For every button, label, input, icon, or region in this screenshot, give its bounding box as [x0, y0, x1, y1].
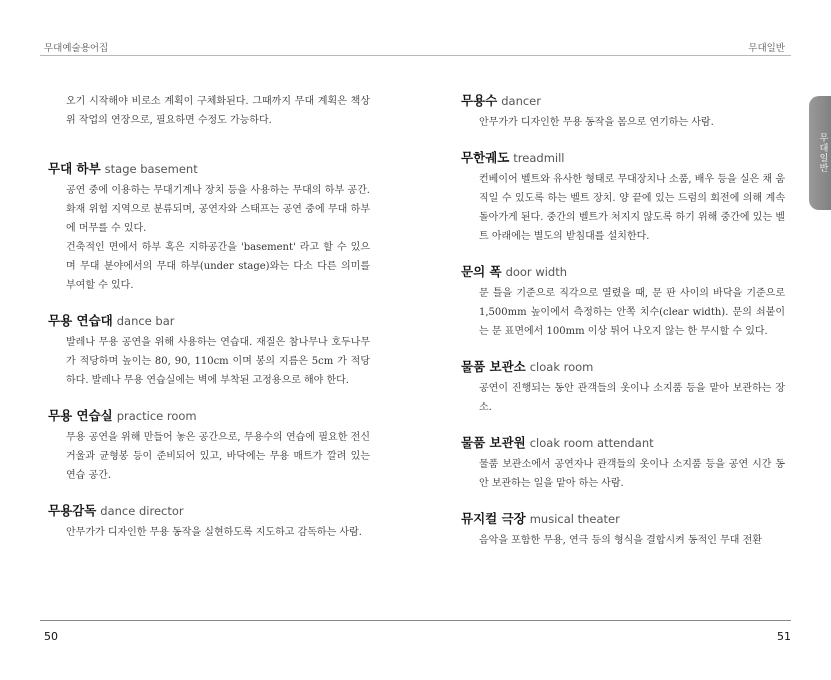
- glossary-entry: [48, 312, 370, 390]
- term-korean: 물품 보관소: [461, 359, 526, 374]
- entry-term: [48, 160, 370, 178]
- glossary-entry: [461, 358, 785, 417]
- entry-definition: 건축적인 면에서 하부 혹은 지하공간을 'basement' 라고 할 수 있으며 무대 분야에서의 무대 하부(under stage)와는 다소 다른 의미를 부여할 수 있다.: [66, 242, 370, 291]
- entry-definition: 안무가가 디자인한 무용 동작을 몸으로 연기하는 사람.: [479, 117, 714, 128]
- term-english: dancer: [501, 94, 541, 108]
- entry-definition: 문 틀을 기준으로 직각으로 열렸을 때, 문 판 사이의 바닥을 기준으로 1,500mm 높이에서 측정하는 안쪽 치수(clear width). 문의 쇠붙이는 문 표면에서 100mm 이상 튀어 나오지 않는 한 무시할 수 있다.: [479, 288, 785, 337]
- entry-definition: 발레나 무용 공연을 위해 사용하는 연습대. 재질은 참나무나 호두나무가 적당하며 높이는 80, 90, 110cm 이며 봉의 지름은 5cm 가 적당하다. 발레나 무용 연습실에는 벽에 부착된 고정용으로 해야 한다.: [66, 337, 370, 386]
- term-korean: 무대 하부: [48, 161, 101, 176]
- term-korean: 문의 폭: [461, 264, 502, 279]
- term-english: stage basement: [104, 162, 198, 176]
- entry-definition: 음악을 포함한 무용, 연극 등의 형식을 결합시켜 동적인 무대 전환: [479, 535, 762, 546]
- continuation-text: 오기 시작해야 비로소 계획이 구체화된다. 그때까지 무대 계획은 책상 위 작업의 연장으로, 필요하면 수정도 가능하다.: [66, 96, 370, 126]
- glossary-entry: [461, 92, 785, 132]
- left-page-column: [48, 92, 370, 559]
- section-side-tab[interactable]: [809, 96, 831, 210]
- term-korean: 무한궤도: [461, 150, 510, 165]
- glossary-entry: [461, 149, 785, 246]
- term-korean: 무용 연습실: [48, 408, 113, 423]
- entry-definition: 컨베이어 벨트와 유사한 형태로 무대장치나 소품, 배우 등을 실은 채 움직일 수 있도록 하는 벨트 장치. 양 끝에 있는 드럼의 회전에 의해 계속 돌아가게 된다. 중간의 벨트가 처지지 않도록 하기 위해 중간에 있는 벨트 아래에는 별도의 받침대를 설치한다.: [479, 174, 785, 242]
- entry-definition: 물품 보관소에서 공연자나 관객들의 옷이나 소지품 등을 공연 시간 동안 보관하는 일을 맡아 하는 사람.: [479, 459, 785, 489]
- glossary-entry: [48, 160, 370, 295]
- term-english: door width: [505, 265, 568, 279]
- term-english: practice room: [116, 409, 197, 423]
- term-english: dance director: [100, 504, 184, 518]
- header-rule: [40, 55, 791, 56]
- term-korean: 무용 연습대: [48, 313, 113, 328]
- page-number-left: 50: [44, 630, 58, 643]
- side-tab-label: 무대일반: [817, 133, 828, 173]
- term-english: cloak room: [529, 360, 594, 374]
- entry-term: [461, 92, 785, 110]
- term-korean: 물품 보관원: [461, 435, 526, 450]
- footer-rule: [40, 620, 791, 621]
- page-number-right: 51: [777, 630, 791, 643]
- entry-definition: 공연 중에 이용하는 무대기계나 장치 등을 사용하는 무대의 하부 공간. 화재 위험 지역으로 분류되며, 공연자와 스태프는 공연 중에 무대 하부에 머무를 수 있다.: [66, 185, 370, 234]
- entry-definition: 안무가가 디자인한 무용 동작을 실현하도록 지도하고 감독하는 사람.: [66, 527, 362, 538]
- glossary-entry: [461, 510, 785, 550]
- term-korean: 무용감독: [48, 503, 97, 518]
- term-english: dance bar: [116, 314, 175, 328]
- term-english: treadmill: [513, 151, 565, 165]
- term-english: musical theater: [529, 512, 620, 526]
- entry-term: [48, 312, 370, 330]
- glossary-entry: [48, 407, 370, 485]
- entry-term: [461, 510, 785, 528]
- header-book-title: 무대예술용어집: [44, 43, 109, 54]
- entry-term: [461, 263, 785, 281]
- entry-term: [461, 358, 785, 376]
- entry-definition: 무용 공연을 위해 만들어 놓은 공간으로, 무용수의 연습에 필요한 전신 거울과 균형봉 등이 준비되어 있고, 바닥에는 무용 매트가 깔려 있는 연습 공간.: [66, 432, 370, 481]
- term-korean: 뮤지컬 극장: [461, 511, 526, 526]
- entry-term: [48, 407, 370, 425]
- entry-term: [461, 434, 785, 452]
- glossary-entry: [461, 263, 785, 341]
- term-english: cloak room attendant: [529, 436, 654, 450]
- entry-definition: 공연이 진행되는 동안 관객들의 옷이나 소지품 등을 맡아 보관하는 장소.: [479, 383, 785, 413]
- term-korean: 무용수: [461, 93, 498, 108]
- entry-term: [48, 502, 370, 520]
- header-section-title: 무대일반: [748, 43, 785, 54]
- glossary-entry: [461, 434, 785, 493]
- entry-term: [461, 149, 785, 167]
- glossary-entry: [48, 502, 370, 542]
- right-page-column: [461, 92, 785, 567]
